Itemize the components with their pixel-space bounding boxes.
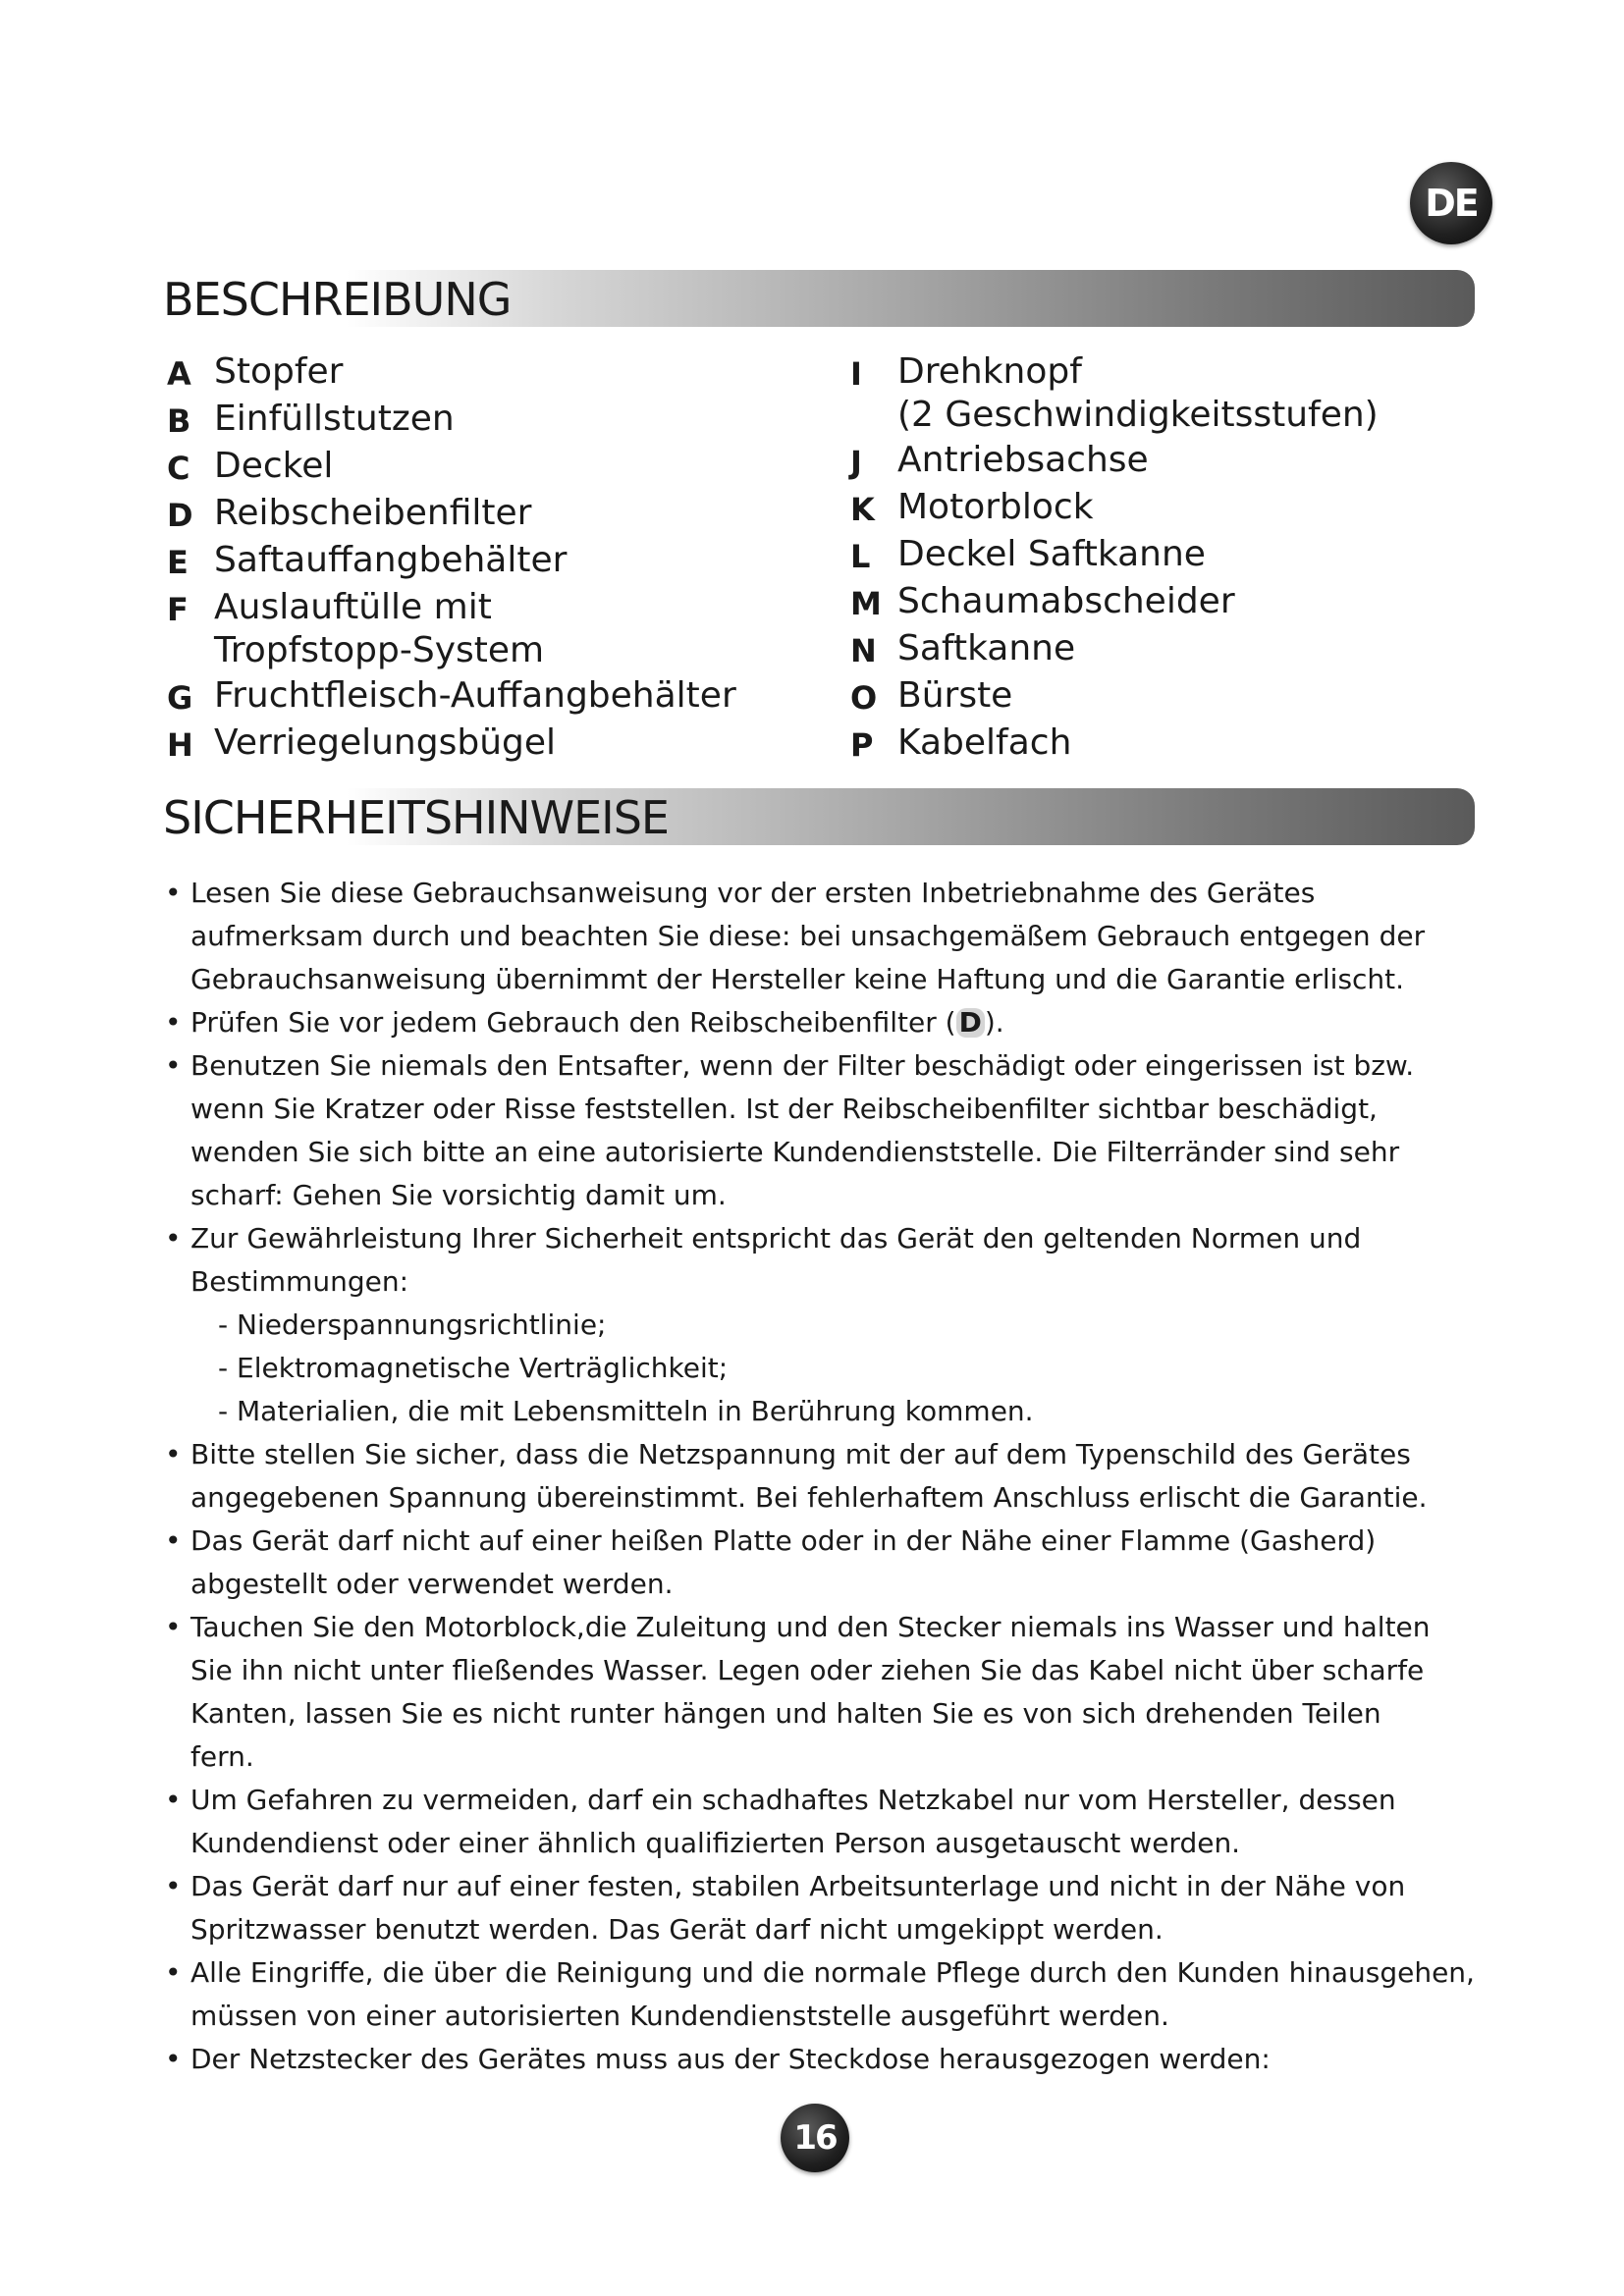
list-item: [850, 674, 1439, 720]
safety-bullet-text: [190, 1001, 1498, 1044]
part-letter: M: [850, 585, 882, 622]
filter-check-text-before: Prüfen Sie vor jedem Gebrauch den Reibscheibenfilter (: [190, 1006, 956, 1039]
list-item: [163, 1951, 1498, 2038]
part-label: Deckel: [214, 446, 334, 486]
list-item: [850, 580, 1439, 625]
norm-item: - Materialien, die mit Lebensmitteln in Berührung kommen.: [218, 1395, 1034, 1427]
part-label: Kabelfach: [897, 722, 1072, 763]
part-label: Antriebsachse: [897, 440, 1149, 480]
safety-bullet-text: • Um Gefahren zu vermeiden, darf ein schadhaftes Netzkabel nur vom Hersteller, dessen Kundendienst oder einer ähnlich qualifizierten Person ausgetauscht werden.: [190, 1784, 1396, 1859]
list-item: [850, 439, 1439, 484]
safety-list: [163, 872, 1498, 2081]
part-label: Deckel Saftkanne: [897, 534, 1206, 574]
list-item: [167, 674, 835, 720]
part-letter: B: [167, 402, 191, 440]
description-list-left: [167, 350, 835, 769]
part-letter: K: [850, 491, 875, 528]
list-item: [163, 1779, 1498, 1865]
list-item: [167, 350, 835, 396]
part-letter: L: [850, 538, 871, 575]
list-item: [850, 627, 1439, 672]
part-label: Verriegelungsbügel: [214, 722, 557, 763]
page-number: 16: [793, 2118, 837, 2158]
part-label: Bürste: [897, 675, 1013, 716]
part-label: Drehknopf (2 Geschwindigkeitsstufen): [897, 351, 1379, 435]
filter-check-text-after: ).: [984, 1006, 1004, 1039]
list-item: [163, 1433, 1498, 1520]
language-badge: [1410, 162, 1492, 244]
part-label: Saftkanne: [897, 628, 1076, 668]
list-item: [850, 533, 1439, 578]
part-letter: C: [167, 450, 190, 487]
part-letter: G: [167, 679, 193, 717]
list-item: [167, 492, 835, 537]
description-section-bar: [163, 270, 1475, 327]
norm-item: - Elektromagnetische Verträglichkeit;: [218, 1352, 729, 1384]
list-item: [850, 721, 1439, 767]
safety-section-bar: [163, 788, 1475, 845]
part-label: Reibscheibenfilter: [214, 493, 532, 533]
part-letter: A: [167, 355, 191, 393]
list-item: [163, 1001, 1498, 1044]
part-letter: J: [850, 444, 862, 481]
part-label: Einfüllstutzen: [214, 399, 455, 439]
safety-bullet-text: • Der Netzstecker des Gerätes muss aus der Steckdose herausgezogen werden:: [190, 2043, 1271, 2075]
list-item: [163, 872, 1498, 1001]
language-badge-label: DE: [1425, 182, 1478, 225]
part-letter: N: [850, 632, 877, 669]
list-item: [167, 445, 835, 490]
safety-bullet-text: • Bitte stellen Sie sicher, dass die Netzspannung mit der auf dem Typenschild des Gerätes angegebenen Spannung übereinstimmt. Bei fehlerhaftem Anschluss erlischt die Garantie.: [190, 1438, 1428, 1514]
part-letter: P: [850, 726, 874, 764]
part-letter: D: [167, 497, 193, 534]
part-label: Stopfer: [214, 351, 344, 392]
part-letter-marker: D: [956, 1008, 985, 1038]
list-item: [163, 1865, 1498, 1951]
safety-bullet-text: • Zur Gewährleistung Ihrer Sicherheit entspricht das Gerät den geltenden Normen und Bestimmungen:: [190, 1222, 1362, 1298]
part-label: Saftauffangbehälter: [214, 540, 568, 580]
part-letter: H: [167, 726, 193, 764]
safety-title: SICHERHEITSHINWEISE: [163, 791, 669, 844]
part-letter: F: [167, 591, 189, 628]
list-item: [163, 2038, 1498, 2081]
description-title: BESCHREIBUNG: [163, 273, 512, 326]
norm-item: - Niederspannungsrichtlinie;: [218, 1308, 607, 1341]
safety-bullet-text: • Das Gerät darf nicht auf einer heißen Platte oder in der Nähe einer Flamme (Gasherd) abgestellt oder verwendet werden.: [190, 1524, 1377, 1600]
part-letter: O: [850, 679, 878, 717]
part-label: Motorblock: [897, 487, 1094, 527]
list-item: [163, 1606, 1498, 1779]
safety-bullet-text: • Tauchen Sie den Motorblock,die Zuleitung und den Stecker niemals ins Wasser und halten Sie ihn nicht unter fließendes Wasser. Legen oder ziehen Sie das Kabel nicht über scharfe Kanten, lassen Sie es nicht runter hängen und halten Sie es von sich drehenden Teilen fern.: [190, 1611, 1431, 1773]
list-item: [167, 539, 835, 584]
list-item: [163, 1217, 1498, 1433]
safety-bullet-text: • Benutzen Sie niemals den Entsafter, wenn der Filter beschädigt oder eingerissen ist bzw. wenn Sie Kratzer oder Risse feststellen. Ist der Reibscheibenfilter sichtbar beschädigt, wenden Sie sich bitte an eine autorisierte Kundendienststelle. Die Filterränder sind sehr scharf: Gehen Sie vorsichtig damit um.: [190, 1049, 1415, 1211]
safety-bullet-text: • Alle Eingriffe, die über die Reinigung und die normale Pflege durch den Kunden hinausgehen, müssen von einer autorisierten Kundendienststelle ausgeführt werden.: [190, 1956, 1475, 2032]
description-list-right: [850, 350, 1439, 769]
part-letter: E: [167, 544, 189, 581]
list-item: [850, 350, 1439, 437]
safety-bullet-text: • Das Gerät darf nur auf einer festen, stabilen Arbeitsunterlage und nicht in der Nähe von Spritzwasser benutzt werden. Das Gerät darf nicht umgekippt werden.: [190, 1870, 1406, 1946]
list-item: [163, 1044, 1498, 1217]
part-label: Schaumabscheider: [897, 581, 1235, 621]
part-label: Auslauftülle mit Tropfstopp-System: [214, 587, 545, 670]
list-item: [167, 586, 835, 672]
list-item: [850, 486, 1439, 531]
safety-bullet-text: • Lesen Sie diese Gebrauchsanweisung vor der ersten Inbetriebnahme des Gerätes aufmerksam durch und beachten Sie diese: bei unsachgemäßem Gebrauch entgegen der Gebrauchsanweisung übernimmt der Hersteller keine Haftung und die Garantie erlischt.: [190, 877, 1426, 995]
part-letter: I: [850, 355, 862, 393]
list-item: [163, 1520, 1498, 1606]
page-number-badge: [781, 2104, 849, 2172]
part-label: Fruchtfleisch-Auffangbehälter: [214, 675, 736, 716]
list-item: [167, 398, 835, 443]
list-item: [167, 721, 835, 767]
